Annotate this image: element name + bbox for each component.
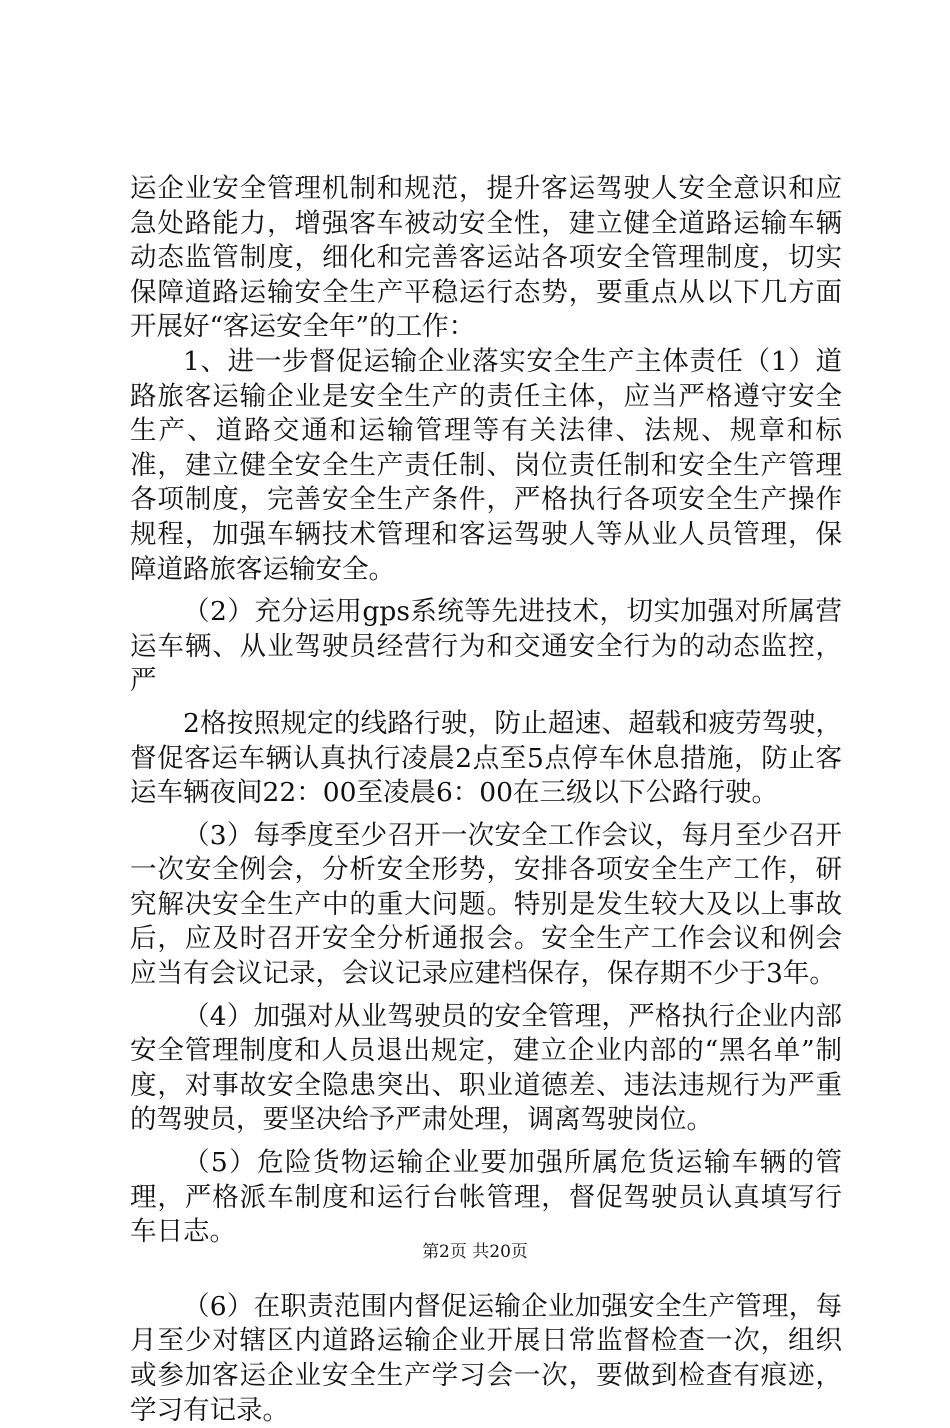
paragraph-item-2-continued: 2格按照规定的线路行驶，防止超速、超载和疲劳驾驶，督促客运车辆认真执行凌晨2点至5点停车休息措施，防止客运车辆夜间22：00至凌晨6：00在三级以下公路行驶。: [130, 707, 842, 809]
page-footer: 第2页 共20页: [422, 1242, 528, 1262]
document-body: [130, 172, 842, 1428]
paragraph-item-6: （6）在职责范围内督促运输企业加强安全生产管理，每月至少对辖区内道路运输企业开展日常监督检查一次，组织或参加客运企业安全生产学习会一次，要做到检查有痕迹，学习有记录。: [130, 1290, 842, 1426]
paragraph-intro: 运企业安全管理机制和规范，提升客运驾驶人安全意识和应急处路能力，增强客车被动安全性，建立健全道路运输车辆动态监管制度，细化和完善客运站各项安全管理制度，切实保障道路运输安全生产平稳运行态势，要重点从以下几方面开展好“客运安全年”的工作：: [130, 173, 842, 343]
paragraph-item-3: （3）每季度至少召开一次安全工作会议，每月至少召开一次安全例会，分析安全形势，安排各项安全生产工作，研究解决安全生产中的重大问题。特别是发生较大及以上事故后，应及时召开安全分析通报会。安全生产工作会议和例会应当有会议记录，会议记录应建档保存，保存期不少于3年。: [130, 819, 842, 990]
paragraph-item-4: （4）加强对从业驾驶员的安全管理，严格执行企业内部安全管理制度和人员退出规定，建立企业内部的“黑名单”制度，对事故安全隐患突出、职业道德差、违法违规行为严重的驾驶员，要坚决给予严肃处理，调离驾驶岗位。: [130, 1000, 842, 1136]
paragraph-item-2: （2）充分运用gps系统等先进技术，切实加强对所属营运车辆、从业驾驶员经营行为和交通安全行为的动态监控，严: [130, 596, 842, 697]
paragraph-item-1: 1、进一步督促运输企业落实安全生产主体责任（1）道路旅客运输企业是安全生产的责任主体，应当严格遵守安全生产、道路交通和运输管理等有关法律、法规、规章和标准，建立健全安全生产责任制、岗位责任制和安全生产管理各项制度，完善安全生产条件，严格执行各项安全生产操作规程，加强车辆技术管理和客运驾驶人等从业人员管理，保障道路旅客运输安全。: [130, 345, 842, 585]
paragraph-item-5: （5）危险货物运输企业要加强所属危货运输车辆的管理，严格派车制度和运行台帐管理，督促驾驶员认真填写行车日志。: [130, 1147, 842, 1248]
